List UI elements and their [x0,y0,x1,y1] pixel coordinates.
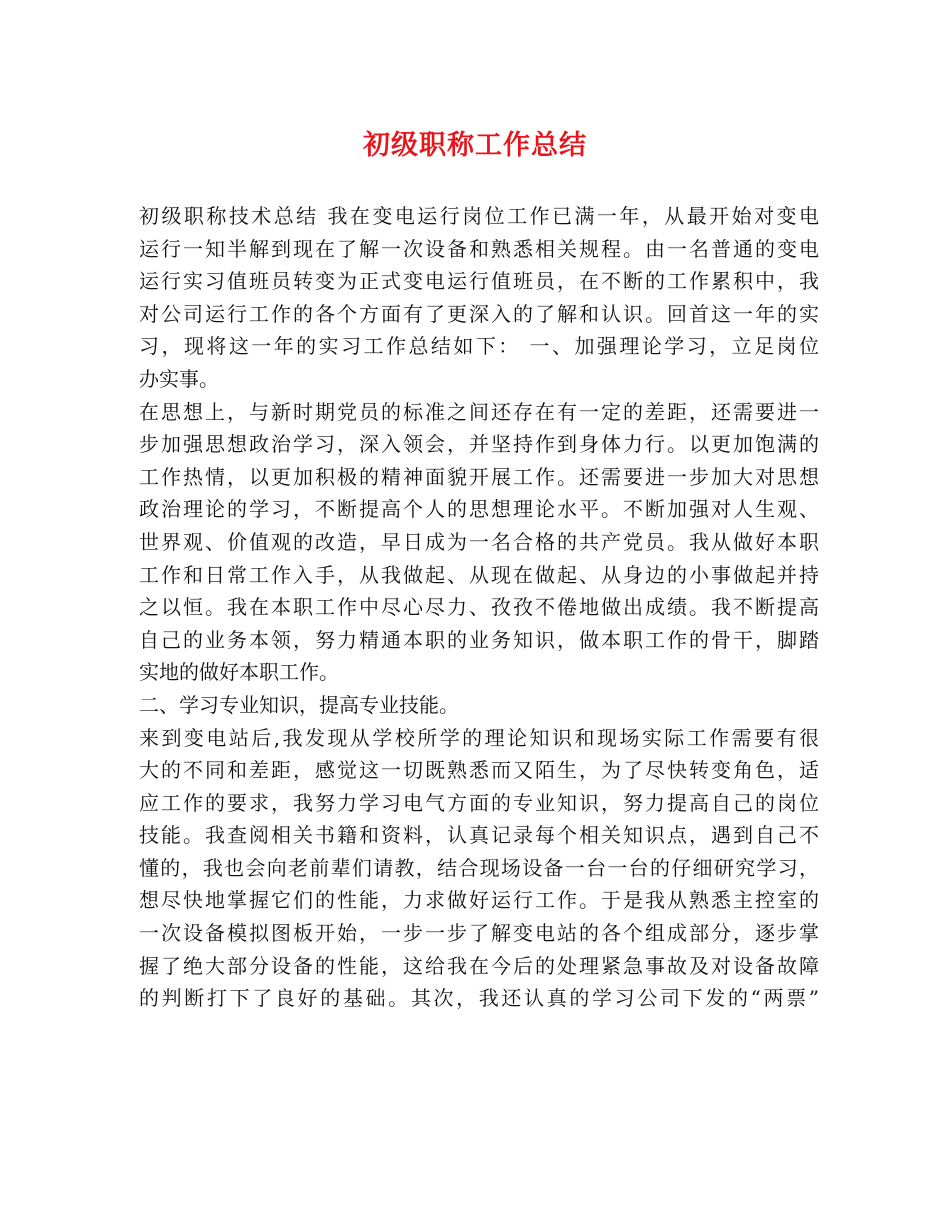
body-line: 步加强思想政治学习，深入领会，并坚持作到身体力行。以更加饱满的 [139,432,819,457]
body-line: 懂的，我也会向老前辈们请教，结合现场设备一台一台的仔细研究学习， [139,855,819,880]
body-line: 实地的做好本职工作。 [139,660,339,685]
body-line: 之以恒。我在本职工作中尽心尽力、孜孜不倦地做出成绩。我不断提高 [139,595,819,620]
body-line: 一次设备模拟图板开始，一步一步了解变电站的各个组成部分，逐步掌 [139,921,819,946]
body-line: 初级职称技术总结 我在变电运行岗位工作已满一年，从最开始对变电 [139,204,819,228]
body-line: 运行一知半解到现在了解一次设备和熟悉相关规程。由一名普通的变电 [139,236,819,261]
body-line: 工作和日常工作入手，从我做起、从现在做起、从身边的小事做起并持 [139,562,819,587]
body-line: 对公司运行工作的各个方面有了更深入的了解和认识。回首这一年的实 [139,301,819,326]
body-line: 办实事。 [139,366,219,391]
body-line: 自己的业务本领，努力精通本职的业务知识，做本职工作的骨干，脚踏 [139,627,819,652]
body-line: 在思想上，与新时期党员的标准之间还存在有一定的差距，还需要进一 [139,399,819,424]
body-line: 大的不同和差距，感觉这一切既熟悉而又陌生，为了尽快转变角色，适 [139,758,819,783]
body-line: 应工作的要求，我努力学习电气方面的专业知识，努力提高自己的岗位 [139,790,819,815]
body-line: 二、学习专业知识，提高专业技能。 [139,692,459,717]
body-line: 世界观、价值观的改造，早日成为一名合格的共产党员。我从做好本职 [139,529,819,554]
body-line: 握了绝大部分设备的性能，这给我在今后的处理紧急事故及对设备故障 [139,953,819,978]
body-line: 想尽快地掌握它们的性能，力求做好运行工作。于是我从熟悉主控室的 [139,888,819,913]
document-title: 初级职称工作总结 [363,130,587,161]
body-line: 政治理论的学习，不断提高个人的思想理论水平。不断加强对人生观、 [139,497,819,522]
body-line: 工作热情，以更加积极的精神面貌开展工作。还需要进一步加大对思想 [139,464,819,489]
body-line: 习，现将这一年的实习工作总结如下： 一、加强理论学习，立足岗位 [139,334,819,359]
document-body [139,200,819,1015]
body-line: 运行实习值班员转变为正式变电运行值班员，在不断的工作累积中，我 [139,269,819,294]
body-line: 来到变电站后,我发现从学校所学的理论知识和现场实际工作需要有很 [139,725,819,750]
body-line: 的判断打下了良好的基础。其次，我还认真的学习公司下发的“两票” [139,986,819,1011]
body-line: 技能。我查阅相关书籍和资料，认真记录每个相关知识点，遇到自己不 [139,823,819,848]
